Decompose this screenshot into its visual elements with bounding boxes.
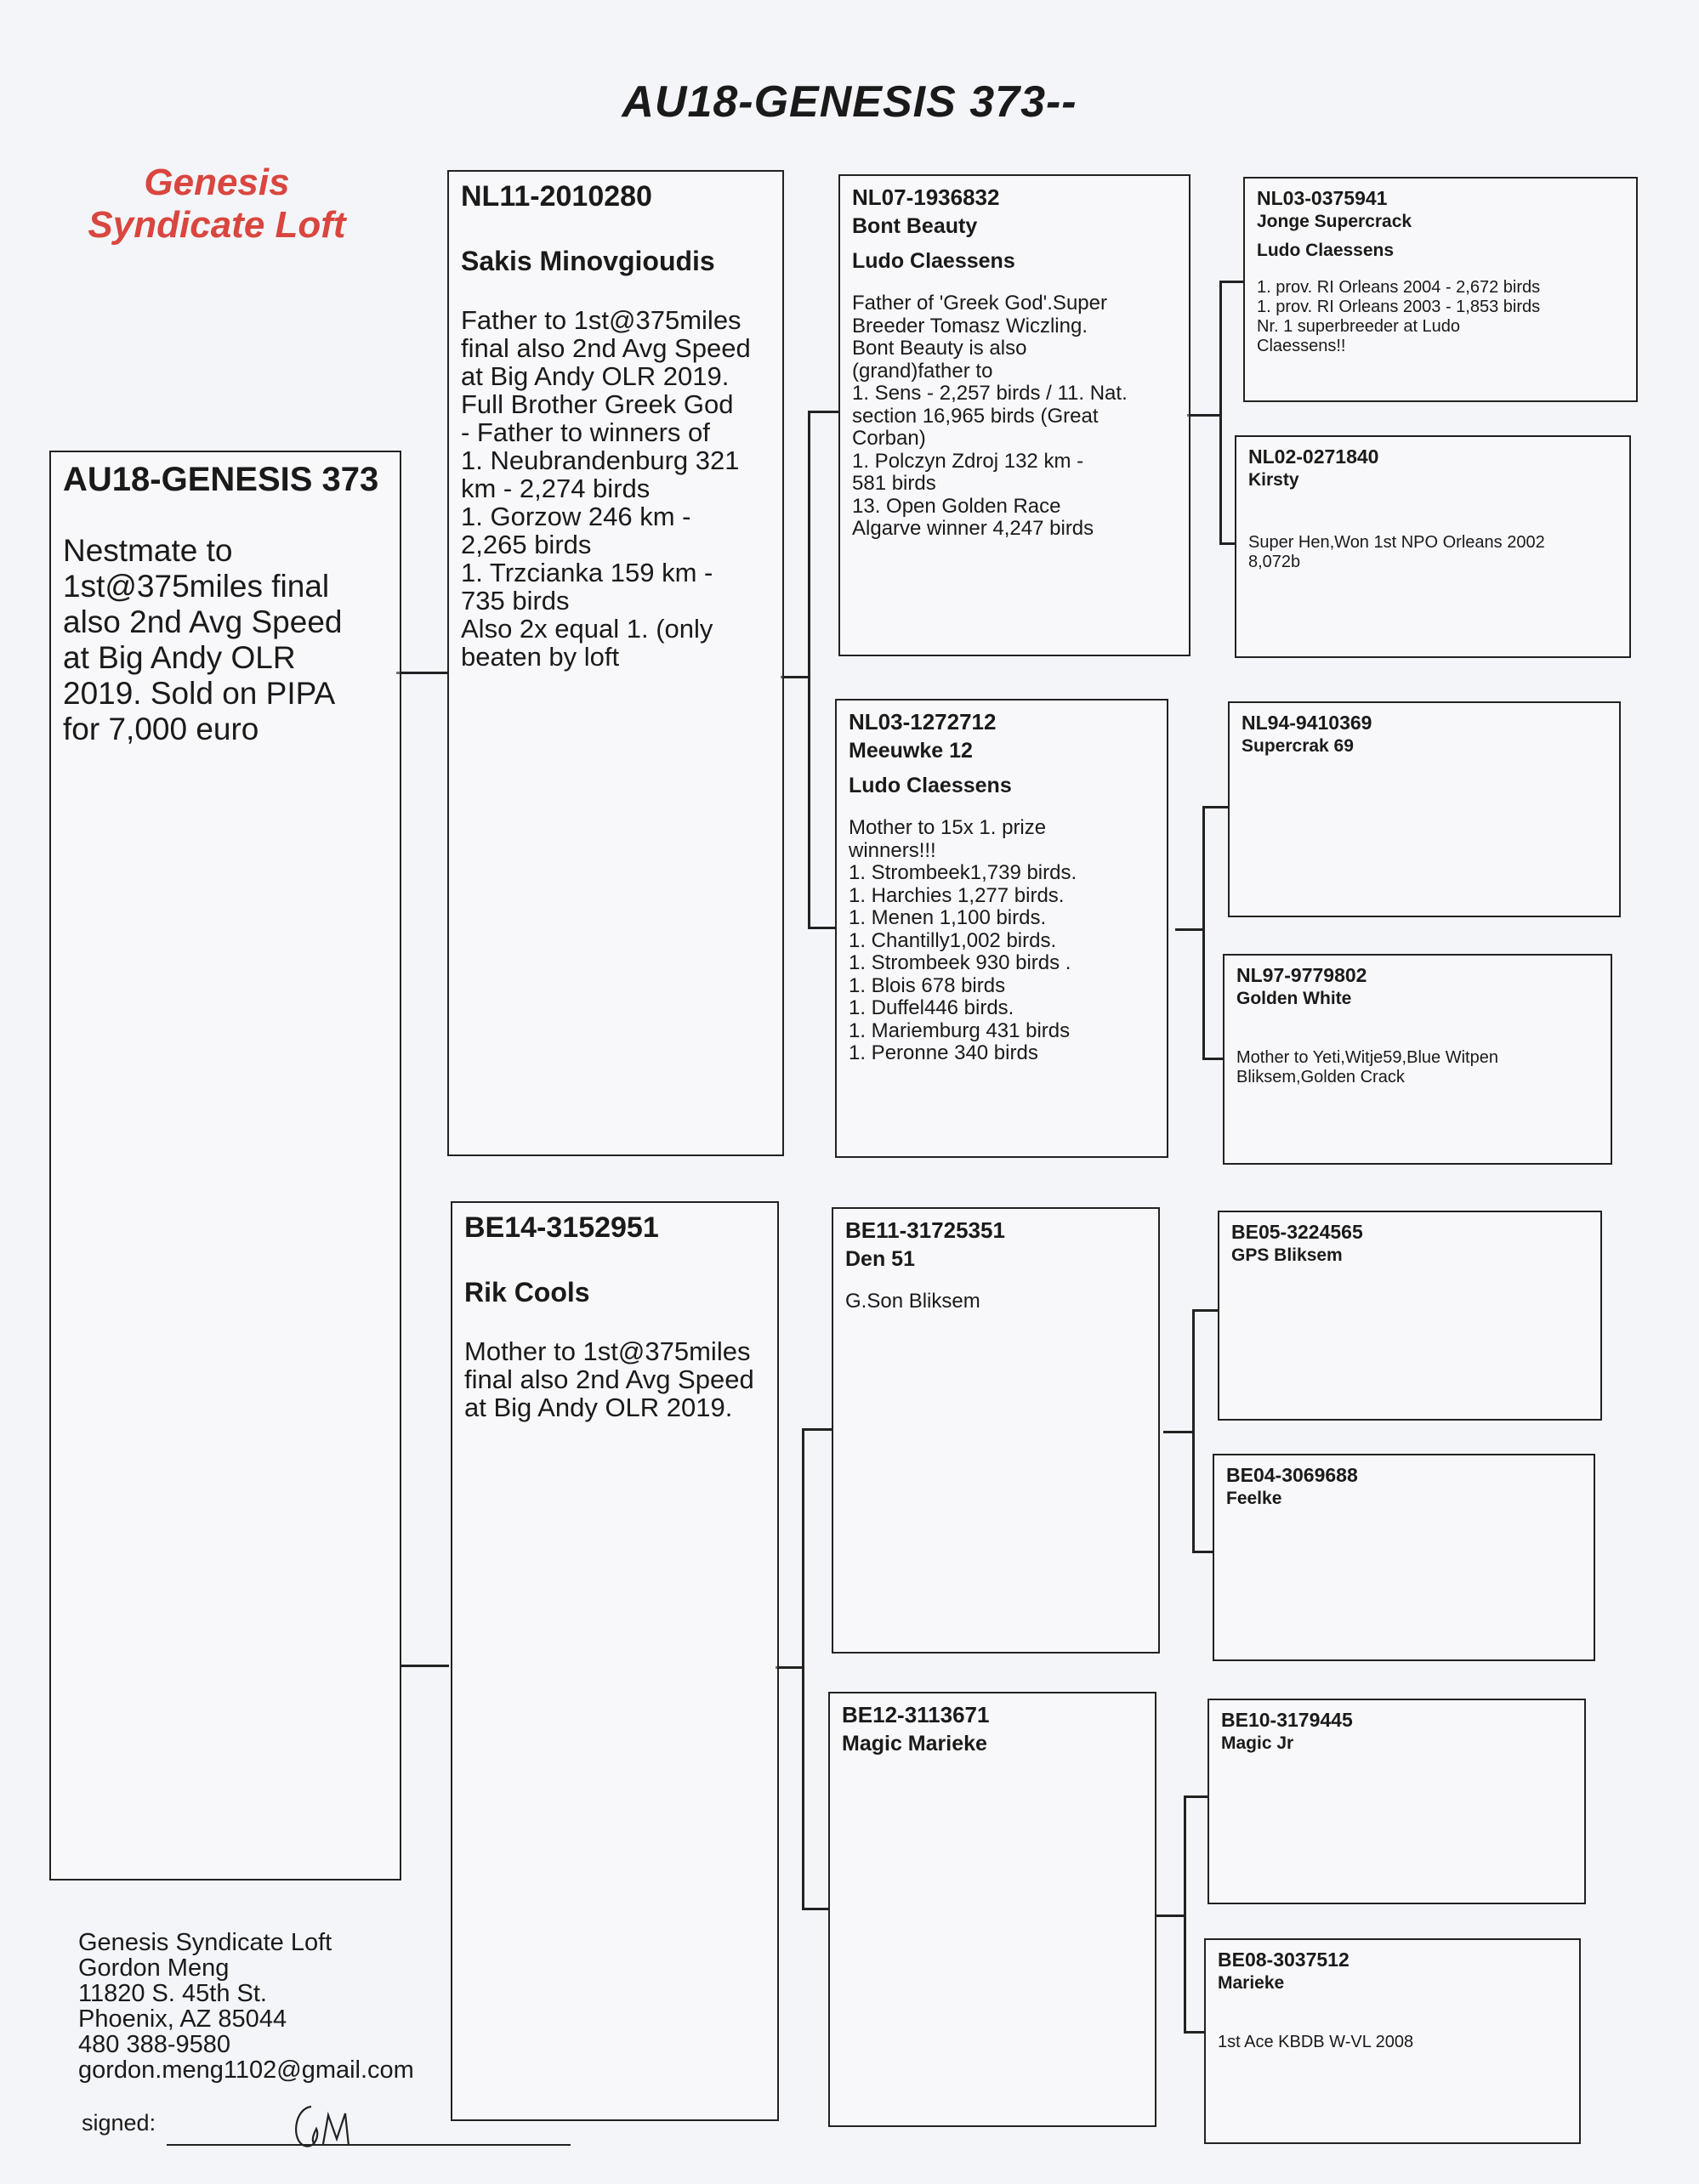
ggp-box-1 [1243, 177, 1638, 402]
bird-description: Super Hen,Won 1st NPO Orleans 2002 8,072b [1248, 533, 1545, 571]
granddam-maternal-box [828, 1692, 1156, 2127]
grandsire-paternal-box [838, 174, 1190, 656]
ring-number: NL02-0271840 [1248, 445, 1379, 468]
subject-description: Nestmate to 1st@375miles final also 2nd Avg Speed at Big Andy OLR 2019. Sold on PIPA for 7,000 euro [63, 533, 343, 746]
ggp-box-2 [1235, 435, 1631, 658]
bird-name: Supercrak 69 [1242, 736, 1354, 756]
bird-name: Jonge Supercrack [1257, 212, 1412, 231]
handwritten-signature [286, 2098, 379, 2153]
connector [802, 1428, 832, 1431]
bird-name: Feelke [1226, 1489, 1282, 1508]
breeder-name: Ludo Claessens [1257, 241, 1395, 260]
bird-name: Meeuwke 12 [849, 739, 973, 763]
connector [1192, 1309, 1219, 1312]
subject-box [49, 451, 401, 1881]
dam-breeder-name: Rik Cools [464, 1277, 590, 1308]
ring-number: BE12-3113671 [842, 1702, 990, 1727]
connector [1184, 1795, 1209, 1798]
connector [802, 1908, 829, 1910]
ring-number: NL03-1272712 [849, 709, 997, 735]
connector [1219, 281, 1222, 544]
bird-description: Mother to Yeti,Witje59,Blue Witpen Bliksem,Golden Crack [1236, 1048, 1498, 1086]
bird-name: Kirsty [1248, 470, 1299, 490]
bird-name: GPS Bliksem [1231, 1245, 1343, 1265]
connector [1219, 542, 1235, 545]
connector [1202, 806, 1205, 1059]
connector [1155, 1915, 1185, 1917]
bird-description: 1st Ace KBDB W-VL 2008 [1218, 2033, 1414, 2051]
ring-number: BE04-3069688 [1226, 1464, 1358, 1486]
connector [1175, 928, 1204, 931]
connector [396, 672, 449, 674]
loft-name-line-1: Genesis [144, 162, 290, 203]
ring-number: NL03-0375941 [1257, 187, 1388, 209]
breeder-name: Ludo Claessens [849, 774, 1012, 797]
pedigree-title: AU18-GENESIS 373-- [622, 77, 1077, 127]
sire-ring-number: NL11-2010280 [461, 180, 652, 213]
connector [1192, 1309, 1195, 1553]
ggp-box-8 [1204, 1938, 1581, 2144]
contact-phone: 480 388-9580 [78, 2031, 230, 2058]
bird-name: Den 51 [845, 1247, 915, 1271]
connector [1192, 1551, 1213, 1553]
connector [781, 676, 810, 678]
dam-description: Mother to 1st@375miles final also 2nd Avg Speed at Big Andy OLR 2019. [464, 1336, 754, 1422]
connector [1202, 1058, 1223, 1060]
connector [1202, 806, 1228, 808]
sire-description: Father to 1st@375miles final also 2nd Avg Speed at Big Andy OLR 2019. Full Brother Greek God - Father to winners of 1. Neubrandenburg 321 km - 2,274 birds 1. Gorzow 246 km - 2,265 birds 1. Trzcianka 159 km - 735 birds Also 2x equal 1. (only beaten by loft [461, 305, 751, 672]
sire-box [447, 170, 784, 1156]
dam-box [451, 1201, 779, 2121]
bird-name: Magic Jr [1221, 1733, 1294, 1753]
granddam-paternal-box [835, 699, 1168, 1158]
contact-person: Gordon Meng [78, 1954, 230, 1982]
bird-name: Bont Beauty [852, 214, 978, 238]
bird-description: G.Son Bliksem [845, 1290, 980, 1313]
ring-number: NL07-1936832 [852, 184, 1000, 210]
bird-name: Magic Marieke [842, 1732, 987, 1756]
grandsire-maternal-box [832, 1207, 1160, 1654]
connector [808, 411, 838, 413]
ring-number: BE08-3037512 [1218, 1949, 1350, 1971]
ring-number: BE10-3179445 [1221, 1709, 1353, 1731]
connector [401, 1665, 449, 1667]
ggp-box-5 [1218, 1211, 1602, 1421]
breeder-name: Ludo Claessens [852, 249, 1015, 273]
connector [808, 411, 810, 929]
bird-description: Mother to 15x 1. prize winners!!! 1. Strombeek1,739 birds. 1. Harchies 1,277 birds. 1. Menen 1,100 birds. 1. Chantilly1,002 birds. 1. Strombeek 930 birds . 1. Blois 678 birds 1. Duffel446 birds. 1. Mariemburg 431 birds 1. Peronne 340 birds [849, 816, 1077, 1064]
contact-loft: Genesis Syndicate Loft [78, 1929, 332, 1956]
ggp-box-4 [1223, 954, 1612, 1165]
ggp-box-7 [1207, 1699, 1586, 1904]
connector [776, 1666, 804, 1669]
ggp-box-3 [1228, 701, 1621, 917]
loft-name-line-2: Syndicate Loft [88, 204, 346, 246]
bird-name: Golden White [1236, 989, 1352, 1008]
sire-breeder-name: Sakis Minovgioudis [461, 246, 715, 276]
connector [1184, 2031, 1206, 2034]
connector [808, 927, 835, 929]
contact-street: 11820 S. 45th St. [78, 1980, 267, 2007]
bird-name: Marieke [1218, 1973, 1285, 1993]
connector [1184, 1795, 1186, 2034]
signed-label: signed: [82, 2110, 156, 2136]
dam-ring-number: BE14-3152951 [464, 1211, 659, 1244]
connector [1163, 1431, 1194, 1433]
connector [802, 1428, 804, 1910]
subject-ring-number: AU18-GENESIS 373 [63, 461, 379, 498]
bird-description: Father of 'Greek God'.Super Breeder Tomasz Wiczling. Bont Beauty is also (grand)father to 1. Sens - 2,257 birds / 11. Nat. section 16,965 birds (Great Corban) 1. Polczyn Zdroj 132 km - 581 birds 13. Open Golden Race Algarve winner 4,247 birds [852, 292, 1128, 540]
ring-number: BE05-3224565 [1231, 1221, 1363, 1243]
loft-logo-text [60, 162, 374, 247]
contact-city: Phoenix, AZ 85044 [78, 2005, 287, 2033]
connector [1219, 281, 1243, 283]
bird-description: 1. prov. RI Orleans 2004 - 2,672 birds 1. prov. RI Orleans 2003 - 1,853 birds Nr. 1 superbreeder at Ludo Claessens!! [1257, 278, 1541, 355]
ring-number: NL94-9410369 [1242, 712, 1372, 734]
ring-number: NL97-9779802 [1236, 964, 1367, 986]
connector [1187, 414, 1221, 417]
ring-number: BE11-31725351 [845, 1217, 1005, 1243]
contact-email: gordon.meng1102@gmail.com [78, 2056, 414, 2084]
contact-block [78, 1930, 414, 2083]
ggp-box-6 [1213, 1454, 1595, 1661]
